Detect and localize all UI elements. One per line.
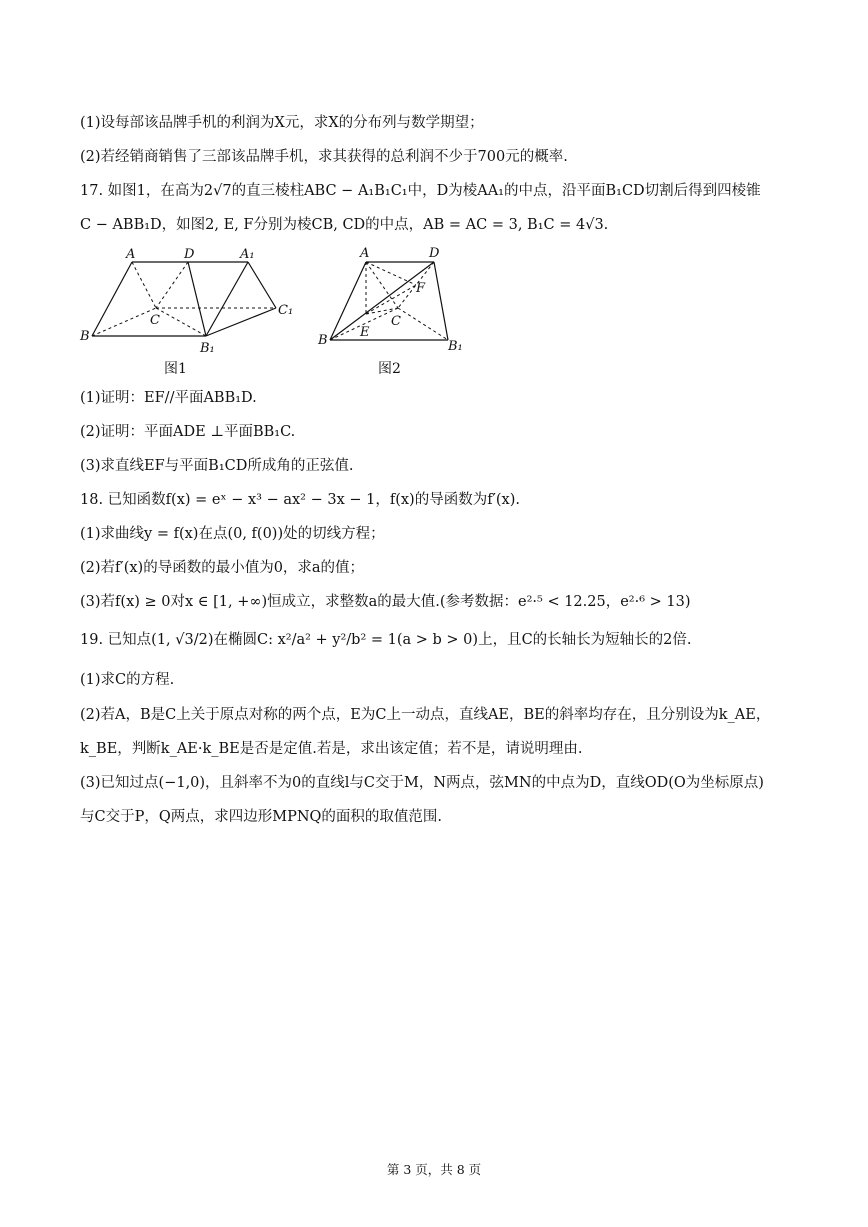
problem-17-stem-2: C − ABB₁D，如图2, E, F分别为棱CB, CD的中点，AB = AC = 3, B₁C = 4√3. bbox=[80, 217, 609, 233]
label-A: A bbox=[360, 246, 370, 261]
problem-18-stem: 18. 已知函数f(x) = eˣ − x³ − ax² − 3x − 1，f(x)的导函数为f′(x). bbox=[80, 492, 520, 508]
figure-1-caption: 图1 bbox=[164, 361, 187, 377]
label-B: B bbox=[318, 333, 328, 348]
problem-line-16-1: (1)设每部该品牌手机的利润为X元，求X的分布列与数学期望； bbox=[80, 115, 484, 131]
problem-19-part-3b: 与C交于P，Q两点，求四边形MPNQ的面积的取值范围. bbox=[80, 809, 443, 825]
figure-1 bbox=[80, 244, 300, 354]
problem-17-part-2: (2)证明：平面ADE ⊥平面BB₁C. bbox=[80, 424, 296, 440]
label-D: D bbox=[184, 247, 195, 262]
label-C: C bbox=[150, 313, 160, 328]
problem-19-part-2a: (2)若A，B是C上关于原点对称的两个点，E为C上一动点，直线AE，BE的斜率均存在，且分别设为k_AE， bbox=[80, 707, 771, 723]
label-A: A bbox=[126, 247, 136, 262]
label-A1: A₁ bbox=[240, 247, 255, 262]
figure-2 bbox=[318, 244, 488, 354]
problem-18-part-2: (2)若f′(x)的导函数的最小值为0，求a的值； bbox=[80, 560, 365, 576]
label-D: D bbox=[429, 246, 440, 261]
label-F: F bbox=[416, 281, 426, 296]
problem-19-part-1: (1)求C的方程. bbox=[80, 672, 175, 688]
problem-17-part-1: (1)证明：EF//平面ABB₁D. bbox=[80, 390, 257, 406]
page-footer: 第 3 页，共 8 页 bbox=[386, 1162, 482, 1177]
problem-18-part-3: (3)若f(x) ≥ 0对x ∈ [1, +∞)恒成立，求整数a的最大值.(参考数据：e²·⁵ < 12.25，e²·⁶ > 13) bbox=[80, 594, 691, 610]
figure-2-caption: 图2 bbox=[378, 361, 401, 377]
problem-19-stem: 19. 已知点(1, √3/2)在椭圆C: x²/a² + y²/b² = 1(a > b > 0)上，且C的长轴长为短轴长的2倍. bbox=[80, 632, 692, 648]
problem-line-16-2: (2)若经销商销售了三部该品牌手机，求其获得的总利润不少于700元的概率. bbox=[80, 149, 568, 165]
problem-17-stem-1: 17. 如图1，在高为2√7的直三棱柱ABC − A₁B₁C₁中，D为棱AA₁的中点，沿平面B₁CD切割后得到四棱锥 bbox=[80, 183, 761, 199]
label-C1: C₁ bbox=[278, 303, 294, 318]
label-B: B bbox=[80, 329, 90, 344]
label-B1: B₁ bbox=[200, 341, 215, 356]
problem-19-part-3a: (3)已知过点(−1,0)，且斜率不为0的直线l与C交于M，N两点，弦MN的中点为D，直线OD(O为坐标原点) bbox=[80, 775, 764, 791]
figures bbox=[80, 244, 500, 379]
label-E: E bbox=[360, 325, 370, 340]
label-C: C bbox=[391, 314, 401, 329]
problem-18-part-1: (1)求曲线y = f(x)在点(0, f(0))处的切线方程； bbox=[80, 526, 385, 542]
problem-17-part-3: (3)求直线EF与平面B₁CD所成角的正弦值. bbox=[80, 458, 354, 474]
problem-19-part-2b: k_BE，判断k_AE·k_BE是否是定值.若是，求出该定值；若不是，请说明理由. bbox=[80, 741, 583, 757]
label-B1: B₁ bbox=[448, 339, 463, 354]
